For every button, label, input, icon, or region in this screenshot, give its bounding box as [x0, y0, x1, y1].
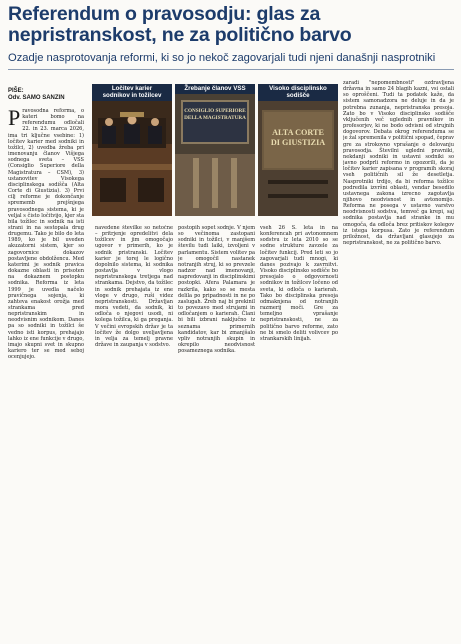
photo-caption-2 — [175, 84, 255, 94]
photo-caption-3-line-1: Visoko disciplinsko sodišče — [269, 85, 327, 100]
article-column-4: vseh 26 S. leta in na konferencah pri avtonomnem sodstvu iz leta 2010 so se sodne strukture zavzele za ločitev funkcij. Pred leti so jo zagovarjali tudi mnogi, ki danes pozivajo k zavrnitvi. Visoko disciplinsko sodišče bo presojalo o odgovornosti sodnikov in tožilcev ločeno od sveta, ki odloča o karierah. Tako bo disciplinska presoja odmaknjena od notranjih razmerij moči. Gre za temeljno vprašanje nepristranskosti, ne za politično barvo reforme, zato ne bi smelo deliti volivcev po strankarskih linijah. — [260, 225, 338, 342]
courtroom-image — [92, 84, 172, 216]
photo-strip — [92, 84, 338, 216]
byline — [8, 88, 82, 102]
article-column-1 — [8, 108, 84, 640]
headline-line-1: Referendum o pravosodju: glas za — [8, 3, 321, 25]
article-column-5: zaradi "nepomembnosti" ozdravljena državna in samo 24 blagih kazni, vsi ostali so oproščeni. Tudi ta podatek kaže, da sistem samonadzora ne deluje in da je potrebna zunanja, nepristranska presoja. Zato bo v Visoko disciplinsko sodišče vključenih več uglednih pravnikov in profesorjev, ki ne bodo odvisni od strujnih dogovorov. Debata okrog referenduma se je žal spremenila v politični spopad, čeprav gre za strokovno vprašanje o delovanju pravosodja. Številni ugledni pravniki, nekdanji sodniki in ustavni sodniki so javno podprli reformo in opozorili, da je ločitev karier zapisana v programih skoraj vseh političnih sil že desetletja. Nasprotniki trdijo, da bi reforma tožilce podredila izvršni oblasti, vendar besedilo ustavnega zakona izrecno zagotavlja njihovo neodvisnost in avtonomijo. Reforma ne posega v ustavno varstvo neodvisnosti sodstva, temveč ga krepi, saj sodnika postavlja nad stranke in mu omogoča, da odloča brez pritiskov kolegov iz istega korpusa. Zato je referendum priložnost, da državljani glasujejo za nepristranskost, ne za politično barvo. — [343, 80, 454, 247]
article-headline — [8, 4, 456, 46]
csm-sign-line-2: DELLA MAGISTRATURA — [184, 115, 246, 121]
csm-sign — [183, 108, 247, 122]
photo-caption-1 — [92, 84, 172, 101]
drop-cap: P — [8, 108, 21, 130]
article-subheadline: Ozadje nasprotovanja reformi, ki so jo nekoč zagovarjali tudi njeni današnji nasprotniki — [8, 52, 436, 64]
csm-building-image — [175, 84, 255, 216]
csm-sign-line-1: CONSIGLIO SUPERIORE — [184, 108, 246, 114]
photo-csm-draw — [175, 84, 255, 216]
photo-caption-2-line-1: Žrebanje članov VSS — [184, 85, 246, 92]
high-court-sign — [266, 128, 330, 148]
headline-divider — [8, 69, 454, 70]
high-court-image — [258, 84, 338, 216]
byline-label: PIŠE: — [8, 88, 24, 94]
headline-line-2: nepristranskost, ne za politično barvo — [8, 24, 352, 46]
photo-career-separation — [92, 84, 172, 216]
photo-high-court — [258, 84, 338, 216]
article-column-2: navedene številke so netočne – pritrjenje opredelitvi dela tožilcev in jim omogočajo ugovor v primerih, ko je sodnik pristranski. Ločitev karier je torej le logično dopolnilo sistema, ki sodnika postavlja v vlogo nepristranskega tretjega nad strankama. Dejstvo, da tožilec in sodnik prehajata iz ene vloge v drugo, ruši videz nepristranskosti. Državljan mora vedeti, da sodnik, ki odloča o njegovi usodi, ni kolega tožilca, ki ga preganja. V večini evropskih držav je ta ločitev že dolgo uveljavljena in velja za temelj pravne države in zaupanja v sodstvo. — [95, 225, 173, 348]
column-1-text: ravosodna reforma, o kateri bomo na referendumu odločali 22. in 23. marca 2026, ima tri ključne vsebine: 1) ločitev karier med sodniki in tožilci, 2) uvedba žreba pri imenovanju članov Višjega sodnega sveta – VSS (Consiglio Superiore della Magistratura – CSM), 3) ustanovitev Visokega disciplinskega sodišča (Alta Corte di Giustizia). 3) Prvi cilj reforme je dokončanje sprememb prejšnjega pravosodnega sistema, ki je veljal s čisto ločitvijo, kjer sta bila tožilec in sodnik na isti strani in na sestopala drug drugemu. Tako je bilo do leta 1989, ko je bil uveden akuzatorni sistem, kjer so zagovornice dokazov postavljene obdolžencu. Med katerimi je sodnik pravica dokazne oblasti in prisoten na dokaznem postopku sodnika. Reforma iz leta 1999 je uvedla načelo pravičnega sojenja, ki zahteva enakost orožja med strankama pred nepristranskim in neodvisnim sodnikom. Danes pa so sodniki in tožilci še vedno isti korpus, prehajajo lahko iz ene funkcije v drugo, imajo skupni svet in skupno kariero ter se med seboj ocenjujejo. — [8, 108, 84, 361]
photo-caption-1-line-1: Ločitev karier — [111, 85, 153, 92]
high-court-sign-line-2: DI GIUSTIZIA — [270, 138, 326, 147]
photo-caption-3 — [258, 84, 338, 101]
high-court-sign-line-1: ALTA CORTE — [272, 128, 324, 137]
article-column-3: postopih sopet sodnje. V njem so večinoma zastopani sodniki in tožilci, v manjšem številu tudi laiki, izvoljeni v parlamentu. Sistem volitev pa je omogočil nastanek notranjih struj, ki so prevzele nadzor nad imenovanji, napredovanji in disciplinskimi postopki. Afera Palamara je razkrila, kako so se mesta delila po pripadnosti in ne po zaslugah. Žreb naj bi prekinil to povezavo med strujami in odločanjem o karierah. Člani bi bili izbrani naključno iz seznama primernih kandidatov, kar bi zmanjšalo vpliv notranjih skupin in okrepilo neodvisnost posameznega sodnika. — [178, 225, 255, 355]
photo-caption-1-line-2: sodnikov in tožilcev — [102, 92, 162, 100]
byline-author: Odv. SAMO SANZIN — [8, 95, 65, 101]
